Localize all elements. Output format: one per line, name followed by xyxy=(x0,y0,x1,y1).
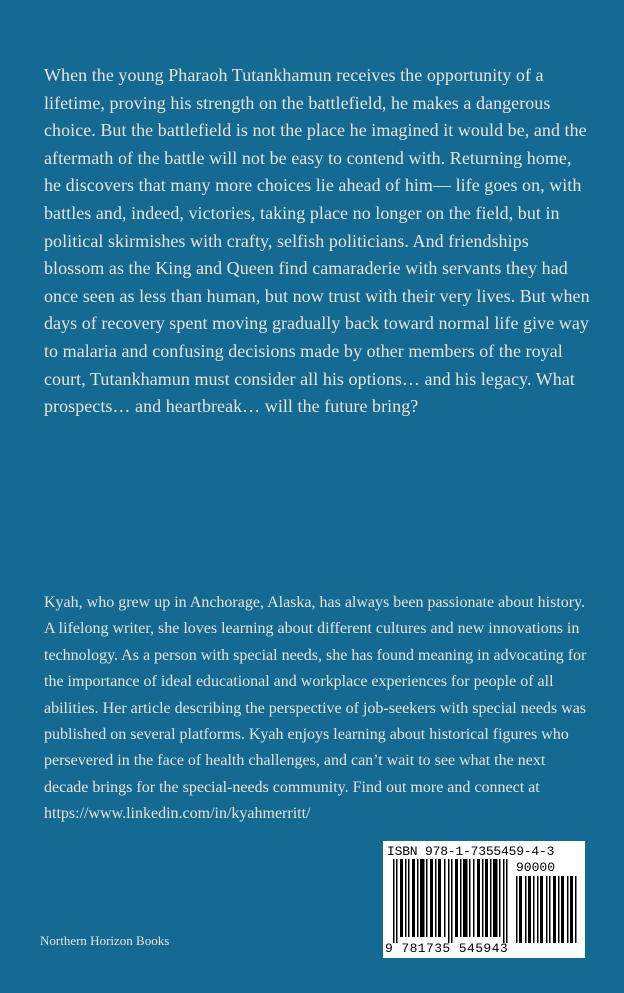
price-addon-barcode-image xyxy=(516,876,578,943)
publisher-name: Northern Horizon Books xyxy=(40,933,170,948)
book-blurb: When the young Pharaoh Tutankhamun receives the opportunity of a lifetime, proving his strength on the battlefield, he makes a dangerous choice. But the battlefield is not the place he imagined it would be, and the aftermath of the battle will not be easy to contend with. Returning home, he discovers that many more choices lie ahead of him— life goes on, with battles and, indeed, victories, taking place no longer on the field, but in political skirmishes with crafty, selfish politicians. And friendships blossom as the King and Queen find camaraderie with servants they had once seen as less than human, but now trust with their very lives. But when days of recovery spent moving gradually back toward normal life give way to malaria and confusing decisions made by other members of the royal court, Tutankhamun must consider all his options… and his legacy. What prospects… and heartbreak… will the future bring? xyxy=(44,65,590,417)
ean-digits: 9 781735 545943 xyxy=(385,941,509,956)
ean13-barcode-image xyxy=(393,859,511,943)
isbn-label: ISBN 978-1-7355459-4-3 xyxy=(387,844,555,859)
isbn-barcode xyxy=(383,841,585,958)
author-bio: Kyah, who grew up in Anchorage, Alaska, has always been passionate about history. A lifelong writer, she loves learning about different cultures and new innovations in technology. As a person with special needs, she has found meaning in advocating for the importance of ideal educational and workplace experiences for people of all abilities. Her article describing the perspective of job-seekers with special needs was published on several platforms. Kyah enjoys learning about historical figures who persevered in the face of health challenges, and can’t wait to see what the next decade brings for the special-needs community. Find out more and connect at https://www.linkedin.com/in/kyahmerritt/ xyxy=(44,594,587,823)
price-code: 90000 xyxy=(516,860,556,875)
